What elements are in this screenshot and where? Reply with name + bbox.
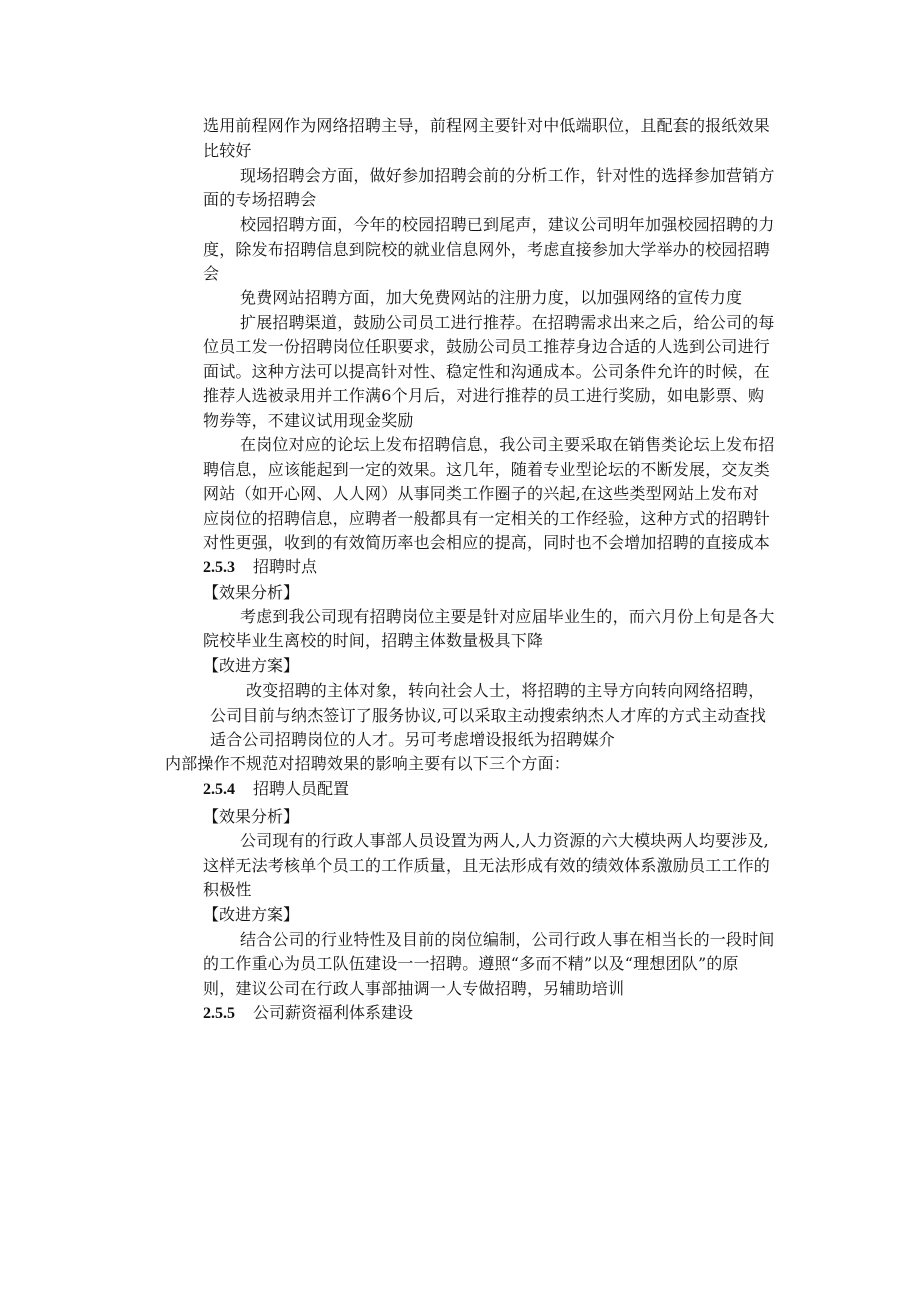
paragraph-line: 比较好 <box>203 141 252 160</box>
paragraph-line: 面的专场招聘会 <box>203 190 317 209</box>
section-heading-2-5-5 <box>203 1001 413 1026</box>
paragraph-line: 改变招聘的主体对象，转向社会人士，将招聘的主导方向转向网络招聘， <box>246 681 765 700</box>
effect-analysis-label: 【效果分析】 <box>203 583 300 602</box>
improvement-plan-label: 【改进方案】 <box>203 656 300 675</box>
paragraph-line: 的工作重心为员工队伍建设一一招聘。遵照“多而不精”以及“理想团队”的原 <box>203 954 739 973</box>
section-number: 2.5.5 <box>203 1005 235 1022</box>
paragraph-line: 选用前程网作为网络招聘主导，前程网主要针对中低端职位，且配套的报纸效果 <box>203 116 771 135</box>
paragraph-line: 免费网站招聘方面，加大免费网站的注册力度，以加强网络的宣传力度 <box>240 288 743 307</box>
paragraph-line: 面试。这种方法可以提高针对性、稳定性和沟通成本。公司条件允许的时候，在 <box>203 362 771 381</box>
section-heading-2-5-3 <box>203 555 317 580</box>
paragraph-line: 结合公司的行业特性及目前的岗位编制，公司行政人事在相当长的一段时间 <box>240 930 775 949</box>
paragraph-line: 扩展招聘渠道，鼓励公司员工进行推荐。在招聘需求出来之后，给公司的每 <box>240 313 775 332</box>
paragraph-line: 在岗位对应的论坛上发布招聘信息，我公司主要采取在销售类论坛上发布招 <box>240 435 775 454</box>
paragraph-line: 院校毕业生离校的时间，招聘主体数量极具下降 <box>203 631 544 650</box>
section-heading-2-5-4 <box>203 777 349 802</box>
section-title: 招聘时点 <box>253 557 318 576</box>
paragraph-line: 物券等，不建议试用现金奖励 <box>203 411 414 430</box>
paragraph-line: 对性更强，收到的有效简历率也会相应的提高，同时也不会增加招聘的直接成本 <box>203 533 771 552</box>
paragraph-line: 公司现有的行政人事部人员设置为两人,人力资源的六大模块两人均要涉及, <box>240 831 769 850</box>
paragraph-line: 聘信息，应该能起到一定的效果。这几年，随着专业型论坛的不断发展，交友类 <box>203 460 771 479</box>
paragraph-line: 适合公司招聘岗位的人才。另可考虑增设报纸为招聘媒介 <box>210 730 616 749</box>
intro-line: 内部操作不规范对招聘效果的影响主要有以下三个方面： <box>165 754 571 773</box>
paragraph-line: 公司目前与纳杰签订了服务协议,可以采取主动搜索纳杰人才库的方式主动查找 <box>210 706 767 725</box>
paragraph-line: 位员工发一份招聘岗位任职要求，鼓励公司员工推荐身边合适的人选到公司进行 <box>203 337 771 356</box>
section-number: 2.5.3 <box>203 559 235 576</box>
paragraph-line: 应岗位的招聘信息，应聘者一般都具有一定相关的工作经验，这种方式的招聘针 <box>203 509 771 528</box>
paragraph-line: 积极性 <box>203 880 252 899</box>
section-number: 2.5.4 <box>203 781 235 798</box>
paragraph-line: 推荐人选被录用并工作满6个月后，对进行推荐的员工进行奖励，如电影票、购 <box>203 386 765 405</box>
improvement-plan-label: 【改进方案】 <box>203 905 300 924</box>
paragraph-line: 度，除发布招聘信息到院校的就业信息网外，考虑直接参加大学举办的校园招聘 <box>203 240 771 259</box>
section-title: 公司薪资福利体系建设 <box>253 1003 414 1022</box>
effect-analysis-label: 【效果分析】 <box>203 807 300 826</box>
paragraph-line: 会 <box>203 264 220 283</box>
paragraph-line: 网站（如开心网、人人网）从事同类工作圈子的兴起,在这些类型网站上发布对 <box>203 484 760 503</box>
paragraph-line: 则，建议公司在行政人事部抽调一人专做招聘，另辅助培训 <box>203 979 625 998</box>
paragraph-line: 现场招聘会方面，做好参加招聘会前的分析工作，针对性的选择参加营销方 <box>240 166 775 185</box>
section-title: 招聘人员配置 <box>253 779 350 798</box>
paragraph-line: 校园招聘方面，今年的校园招聘已到尾声，建议公司明年加强校园招聘的力 <box>240 215 775 234</box>
paragraph-line: 这样无法考核单个员工的工作质量，且无法形成有效的绩效体系激励员工工作的 <box>203 856 771 875</box>
paragraph-line: 考虑到我公司现有招聘岗位主要是针对应届毕业生的，而六月份上旬是各大 <box>240 607 775 626</box>
